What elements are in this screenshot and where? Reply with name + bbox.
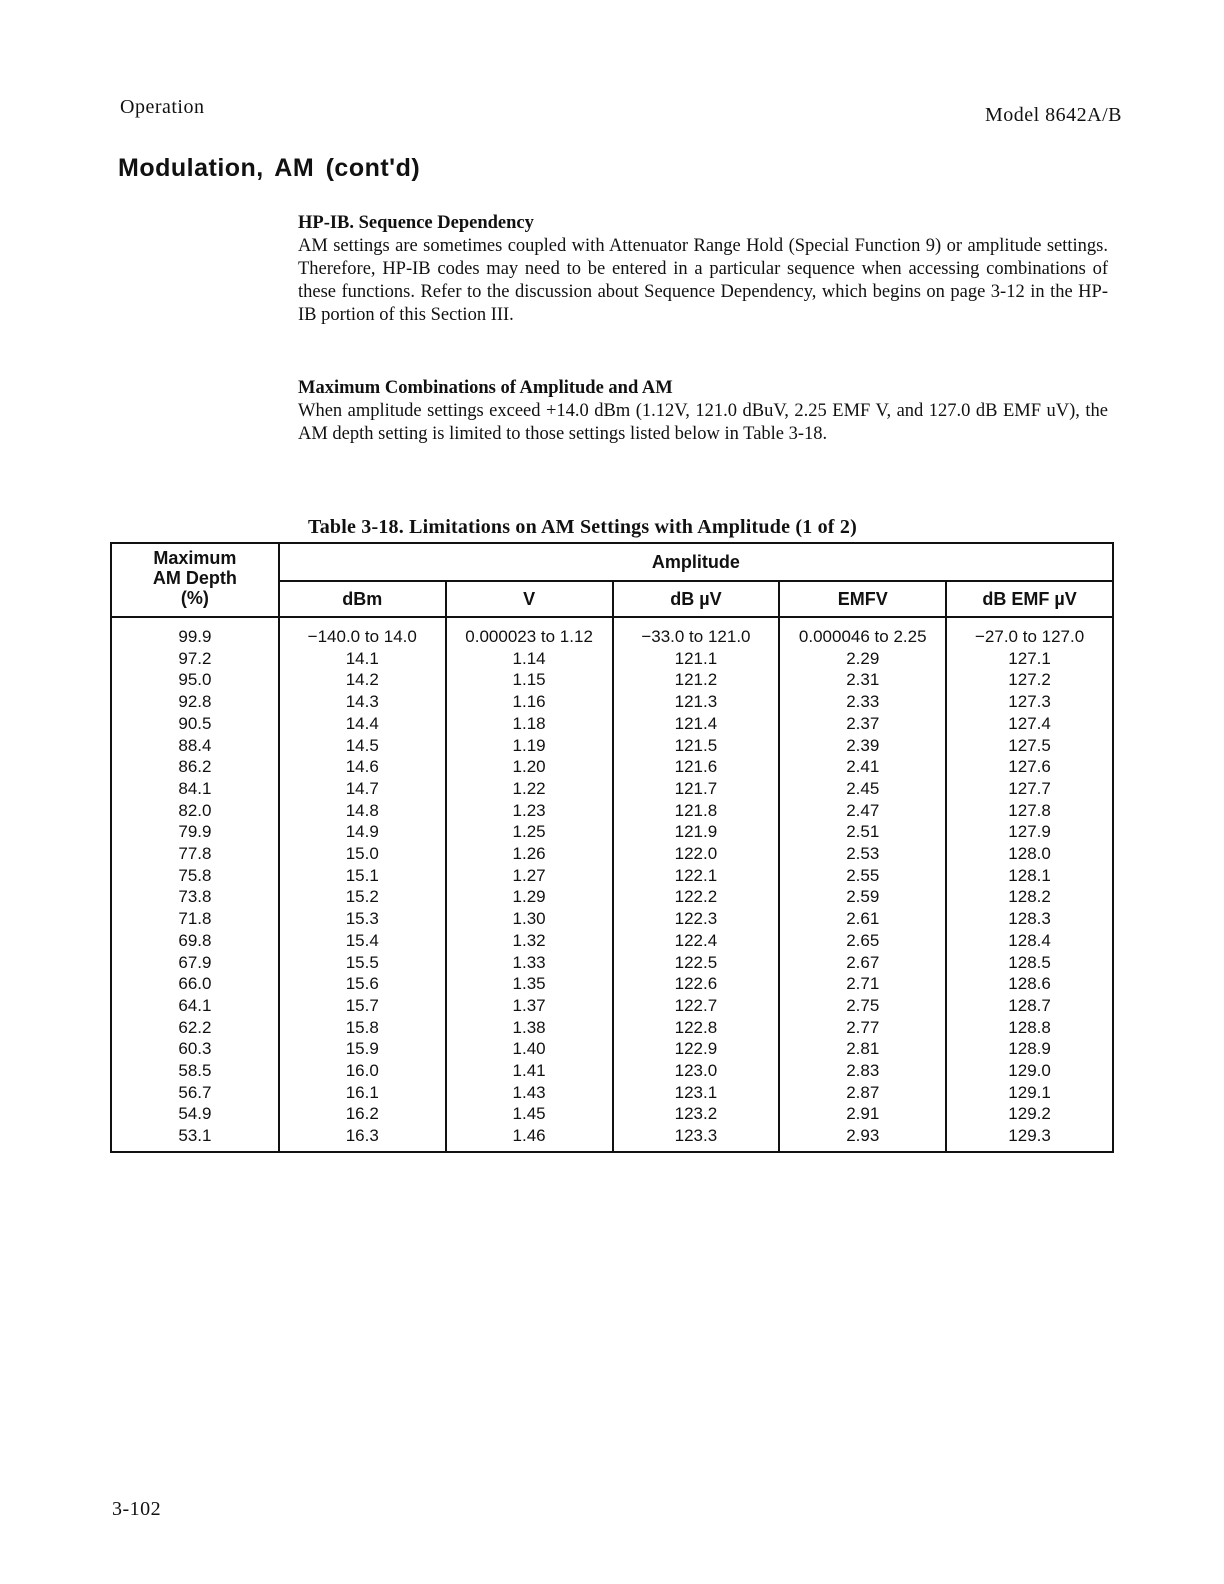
amplitude-cell: 127.5	[946, 735, 1113, 757]
am-depth-cell: 67.9	[111, 952, 279, 974]
table-row	[111, 1082, 1113, 1104]
amplitude-cell: 1.29	[446, 886, 613, 908]
amplitude-cell: 1.14	[446, 648, 613, 670]
table-row	[111, 778, 1113, 800]
amplitude-cell: 122.3	[613, 908, 780, 930]
header-max-am-depth	[111, 543, 279, 617]
amplitude-cell: 129.3	[946, 1125, 1113, 1152]
amplitude-cell: 2.81	[779, 1038, 946, 1060]
am-depth-cell: 53.1	[111, 1125, 279, 1152]
table-row	[111, 908, 1113, 930]
table-caption: Table 3-18. Limitations on AM Settings with Amplitude (1 of 2)	[308, 516, 857, 538]
am-depth-cell: 84.1	[111, 778, 279, 800]
table-row	[111, 1038, 1113, 1060]
am-depth-cell: 82.0	[111, 800, 279, 822]
am-depth-cell: 66.0	[111, 973, 279, 995]
amplitude-cell: 14.6	[279, 756, 446, 778]
amplitude-cell: 127.9	[946, 821, 1113, 843]
amplitude-cell: 14.2	[279, 669, 446, 691]
amplitude-cell: 14.7	[279, 778, 446, 800]
amplitude-cell: 2.55	[779, 865, 946, 887]
amplitude-cell: 15.8	[279, 1017, 446, 1039]
column-header: dB µV	[613, 581, 780, 617]
amplitude-cell: 14.8	[279, 800, 446, 822]
amplitude-cell: 122.0	[613, 843, 780, 865]
amplitude-cell: 2.77	[779, 1017, 946, 1039]
amplitude-cell: 2.67	[779, 952, 946, 974]
amplitude-cell: 1.35	[446, 973, 613, 995]
amplitude-cell: 2.93	[779, 1125, 946, 1152]
table-row	[111, 617, 1113, 648]
am-depth-cell: 54.9	[111, 1103, 279, 1125]
amplitude-cell: −27.0 to 127.0	[946, 617, 1113, 648]
table-row	[111, 669, 1113, 691]
amplitude-cell: 1.20	[446, 756, 613, 778]
amplitude-cell: 121.8	[613, 800, 780, 822]
amplitude-cell: 1.27	[446, 865, 613, 887]
amplitude-cell: 16.1	[279, 1082, 446, 1104]
amplitude-cell: 121.9	[613, 821, 780, 843]
am-depth-cell: 92.8	[111, 691, 279, 713]
amplitude-cell: 127.2	[946, 669, 1113, 691]
amplitude-cell: 15.4	[279, 930, 446, 952]
amplitude-cell: 0.000046 to 2.25	[779, 617, 946, 648]
table-row	[111, 865, 1113, 887]
table-row	[111, 648, 1113, 670]
amplitude-cell: 1.45	[446, 1103, 613, 1125]
am-depth-cell: 73.8	[111, 886, 279, 908]
am-depth-cell: 56.7	[111, 1082, 279, 1104]
amplitude-cell: 1.37	[446, 995, 613, 1017]
table-row	[111, 691, 1113, 713]
amplitude-cell: 128.2	[946, 886, 1113, 908]
amplitude-cell: 121.2	[613, 669, 780, 691]
running-header-section: Operation	[120, 96, 205, 118]
amplitude-cell: 123.3	[613, 1125, 780, 1152]
amplitude-cell: 127.4	[946, 713, 1113, 735]
table-row	[111, 886, 1113, 908]
amplitude-cell: 128.9	[946, 1038, 1113, 1060]
amplitude-cell: 2.47	[779, 800, 946, 822]
am-depth-cell: 90.5	[111, 713, 279, 735]
am-depth-cell: 60.3	[111, 1038, 279, 1060]
amplitude-cell: −140.0 to 14.0	[279, 617, 446, 648]
column-header: EMFV	[779, 581, 946, 617]
amplitude-cell: 122.7	[613, 995, 780, 1017]
amplitude-cell: 14.5	[279, 735, 446, 757]
running-header-model: Model 8642A/B	[984, 104, 1122, 126]
amplitude-cell: 121.5	[613, 735, 780, 757]
amplitude-cell: 1.46	[446, 1125, 613, 1152]
header-max-line-3: (%)	[180, 588, 209, 608]
amplitude-cell: 121.3	[613, 691, 780, 713]
amplitude-cell: 127.6	[946, 756, 1113, 778]
amplitude-cell: 2.53	[779, 843, 946, 865]
amplitude-cell: 2.29	[779, 648, 946, 670]
am-depth-cell: 97.2	[111, 648, 279, 670]
amplitude-cell: 128.3	[946, 908, 1113, 930]
column-header: dB EMF µV	[946, 581, 1113, 617]
amplitude-cell: 1.15	[446, 669, 613, 691]
table-row	[111, 821, 1113, 843]
am-depth-cell: 88.4	[111, 735, 279, 757]
amplitude-cell: 15.0	[279, 843, 446, 865]
page-number: 3-102	[112, 1498, 162, 1520]
amplitude-cell: 123.1	[613, 1082, 780, 1104]
amplitude-cell: 129.0	[946, 1060, 1113, 1082]
am-limits-table	[110, 542, 1114, 1153]
max-combinations-heading	[298, 377, 1108, 400]
amplitude-cell: 122.4	[613, 930, 780, 952]
sequence-dependency-text: AM settings are sometimes coupled with Attenuator Range Hold (Special Function 9) or amplitude settings. Therefore, HP-IB codes may need to be entered in a particular sequence when accessing combinations of these functions. Refer to the discussion about Sequence Dependency, which begins on page 3-12 in the HP-IB portion of this Section III.	[298, 236, 1108, 325]
amplitude-cell: 2.31	[779, 669, 946, 691]
amplitude-cell: 1.32	[446, 930, 613, 952]
amplitude-cell: 128.0	[946, 843, 1113, 865]
header-max-line-2: AM Depth	[152, 568, 237, 588]
amplitude-cell: 121.1	[613, 648, 780, 670]
amplitude-cell: 2.91	[779, 1103, 946, 1125]
amplitude-cell: 2.83	[779, 1060, 946, 1082]
amplitude-cell: 1.41	[446, 1060, 613, 1082]
amplitude-cell: 121.6	[613, 756, 780, 778]
am-depth-cell: 95.0	[111, 669, 279, 691]
amplitude-cell: 129.2	[946, 1103, 1113, 1125]
header-amplitude-group: Amplitude	[279, 543, 1113, 581]
table-row	[111, 1017, 1113, 1039]
amplitude-cell: 1.22	[446, 778, 613, 800]
am-depth-cell: 86.2	[111, 756, 279, 778]
amplitude-cell: 0.000023 to 1.12	[446, 617, 613, 648]
am-depth-cell: 62.2	[111, 1017, 279, 1039]
amplitude-cell: 2.87	[779, 1082, 946, 1104]
amplitude-cell: 1.38	[446, 1017, 613, 1039]
am-depth-cell: 79.9	[111, 821, 279, 843]
amplitude-cell: 15.1	[279, 865, 446, 887]
amplitude-cell: 2.75	[779, 995, 946, 1017]
amplitude-cell: 1.33	[446, 952, 613, 974]
amplitude-cell: 2.59	[779, 886, 946, 908]
amplitude-cell: 15.2	[279, 886, 446, 908]
amplitude-cell: 2.51	[779, 821, 946, 843]
amplitude-cell: 2.37	[779, 713, 946, 735]
amplitude-cell: 121.4	[613, 713, 780, 735]
amplitude-cell: 129.1	[946, 1082, 1113, 1104]
amplitude-cell: 127.3	[946, 691, 1113, 713]
amplitude-cell: 123.0	[613, 1060, 780, 1082]
heading-rest-part: Sequence Dependency	[358, 213, 534, 233]
column-header: V	[446, 581, 613, 617]
amplitude-cell: 123.2	[613, 1103, 780, 1125]
sequence-dependency-block	[298, 212, 1108, 327]
amplitude-cell: 14.4	[279, 713, 446, 735]
amplitude-cell: 1.19	[446, 735, 613, 757]
amplitude-cell: 122.8	[613, 1017, 780, 1039]
amplitude-cell: 1.43	[446, 1082, 613, 1104]
max-combinations-text: When amplitude settings exceed +14.0 dBm (1.12V, 121.0 dBuV, 2.25 EMF V, and 127.0 dB EMF uV), the AM depth setting is limited to those settings listed below in Table 3-18.	[298, 401, 1108, 444]
amplitude-cell: 2.45	[779, 778, 946, 800]
amplitude-cell: 2.61	[779, 908, 946, 930]
amplitude-cell: 1.18	[446, 713, 613, 735]
am-depth-cell: 64.1	[111, 995, 279, 1017]
amplitude-cell: 2.33	[779, 691, 946, 713]
table-row	[111, 973, 1113, 995]
heading-bold-part: HP-IB.	[298, 213, 355, 233]
amplitude-cell: 127.8	[946, 800, 1113, 822]
amplitude-cell: 122.2	[613, 886, 780, 908]
amplitude-cell: 128.6	[946, 973, 1113, 995]
amplitude-cell: 2.71	[779, 973, 946, 995]
header-max-line-1: Maximum	[153, 548, 237, 568]
amplitude-cell: 128.1	[946, 865, 1113, 887]
amplitude-cell: 15.6	[279, 973, 446, 995]
amplitude-cell: 15.9	[279, 1038, 446, 1060]
amplitude-cell: 15.5	[279, 952, 446, 974]
heading-bold-part: Maximum Combinations of Amplitude and AM	[298, 378, 673, 398]
table-row	[111, 995, 1113, 1017]
amplitude-cell: 128.8	[946, 1017, 1113, 1039]
table-row	[111, 713, 1113, 735]
amplitude-cell: 1.40	[446, 1038, 613, 1060]
table-row	[111, 930, 1113, 952]
amplitude-cell: 15.3	[279, 908, 446, 930]
amplitude-cell: 1.25	[446, 821, 613, 843]
column-header: dBm	[279, 581, 446, 617]
amplitude-cell: 2.41	[779, 756, 946, 778]
table-row	[111, 735, 1113, 757]
am-depth-cell: 58.5	[111, 1060, 279, 1082]
amplitude-cell: 15.7	[279, 995, 446, 1017]
amplitude-cell: 1.26	[446, 843, 613, 865]
amplitude-cell: 16.3	[279, 1125, 446, 1152]
max-combinations-block	[298, 377, 1108, 446]
table-row	[111, 1103, 1113, 1125]
amplitude-cell: 122.9	[613, 1038, 780, 1060]
am-depth-cell: 69.8	[111, 930, 279, 952]
amplitude-cell: 122.1	[613, 865, 780, 887]
amplitude-cell: 2.65	[779, 930, 946, 952]
amplitude-cell: 1.23	[446, 800, 613, 822]
table-row	[111, 800, 1113, 822]
table-row	[111, 756, 1113, 778]
am-depth-cell: 99.9	[111, 617, 279, 648]
amplitude-cell: 122.6	[613, 973, 780, 995]
amplitude-cell: 121.7	[613, 778, 780, 800]
am-depth-cell: 77.8	[111, 843, 279, 865]
amplitude-cell: 128.7	[946, 995, 1113, 1017]
sequence-dependency-heading	[298, 212, 1108, 235]
amplitude-cell: −33.0 to 121.0	[613, 617, 780, 648]
table-row	[111, 1060, 1113, 1082]
table-row	[111, 952, 1113, 974]
amplitude-cell: 127.1	[946, 648, 1113, 670]
am-depth-cell: 71.8	[111, 908, 279, 930]
amplitude-cell: 14.1	[279, 648, 446, 670]
amplitude-cell: 1.30	[446, 908, 613, 930]
section-title: Modulation, AM (cont'd)	[118, 154, 421, 182]
table-row	[111, 843, 1113, 865]
amplitude-cell: 16.2	[279, 1103, 446, 1125]
amplitude-cell: 16.0	[279, 1060, 446, 1082]
amplitude-cell: 128.4	[946, 930, 1113, 952]
table-row	[111, 1125, 1113, 1152]
amplitude-cell: 14.9	[279, 821, 446, 843]
amplitude-cell: 127.7	[946, 778, 1113, 800]
amplitude-cell: 14.3	[279, 691, 446, 713]
amplitude-cell: 1.16	[446, 691, 613, 713]
amplitude-cell: 128.5	[946, 952, 1113, 974]
am-depth-cell: 75.8	[111, 865, 279, 887]
amplitude-cell: 122.5	[613, 952, 780, 974]
amplitude-cell: 2.39	[779, 735, 946, 757]
